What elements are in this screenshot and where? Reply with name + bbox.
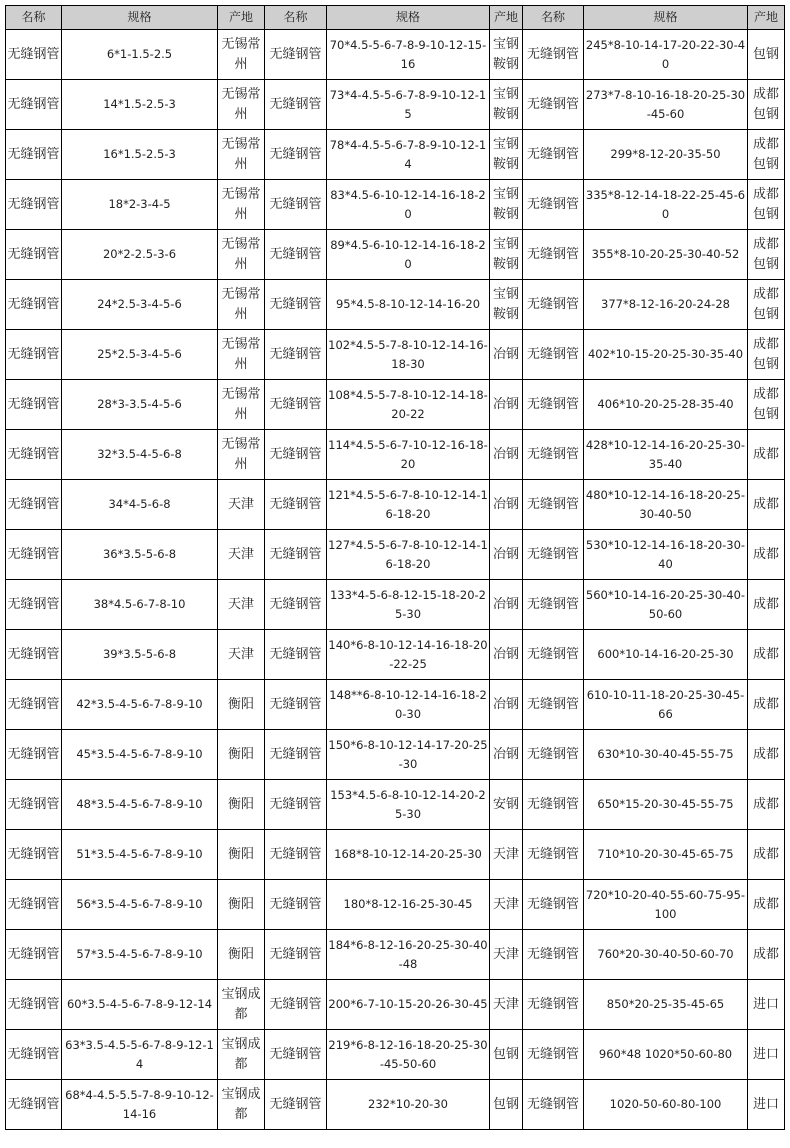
- header-origin: 产地: [218, 6, 265, 30]
- product-name-cell: 无缝钢管: [6, 30, 62, 80]
- spec-cell: 299*8-12-20-35-50: [584, 130, 748, 180]
- origin-cell: 无锡常州: [218, 330, 265, 380]
- origin-cell: 无锡常州: [218, 30, 265, 80]
- product-name-cell: 无缝钢管: [6, 580, 62, 630]
- spec-cell: 121*4.5-5-6-7-8-10-12-14-16-18-20: [327, 480, 490, 530]
- origin-cell: 衡阳: [218, 880, 265, 930]
- table-row: [6, 880, 785, 930]
- product-name-cell: 无缝钢管: [6, 430, 62, 480]
- origin-cell: 成都包钢: [748, 230, 785, 280]
- origin-cell: 成都包钢: [748, 380, 785, 430]
- origin-cell: 衡阳: [218, 680, 265, 730]
- origin-cell: 冶钢: [490, 630, 523, 680]
- origin-cell: 宝钢成都: [218, 1030, 265, 1080]
- product-name-cell: 无缝钢管: [523, 530, 584, 580]
- spec-cell: 34*4-5-6-8: [62, 480, 218, 530]
- product-name-cell: 无缝钢管: [265, 530, 327, 580]
- spec-cell: 245*8-10-14-17-20-22-30-40: [584, 30, 748, 80]
- product-name-cell: 无缝钢管: [6, 280, 62, 330]
- origin-cell: 天津: [218, 630, 265, 680]
- product-name-cell: 无缝钢管: [265, 630, 327, 680]
- product-name-cell: 无缝钢管: [265, 580, 327, 630]
- table-row: [6, 80, 785, 130]
- origin-cell: 冶钢: [490, 330, 523, 380]
- origin-cell: 进口: [748, 1030, 785, 1080]
- product-name-cell: 无缝钢管: [265, 880, 327, 930]
- table-row: [6, 580, 785, 630]
- spec-cell: 48*3.5-4-5-6-7-8-9-10: [62, 780, 218, 830]
- product-name-cell: 无缝钢管: [6, 330, 62, 380]
- table-row: [6, 130, 785, 180]
- product-name-cell: 无缝钢管: [265, 330, 327, 380]
- spec-cell: 335*8-12-14-18-22-25-45-60: [584, 180, 748, 230]
- spec-cell: 39*3.5-5-6-8: [62, 630, 218, 680]
- spec-cell: 720*10-20-40-55-60-75-95-100: [584, 880, 748, 930]
- origin-cell: 冶钢: [490, 730, 523, 780]
- origin-cell: 天津: [218, 530, 265, 580]
- origin-cell: 冶钢: [490, 680, 523, 730]
- table-row: [6, 430, 785, 480]
- spec-cell: 38*4.5-6-7-8-10: [62, 580, 218, 630]
- spec-cell: 108*4.5-5-7-8-10-12-14-18-20-22: [327, 380, 490, 430]
- origin-cell: 进口: [748, 1080, 785, 1130]
- origin-cell: 进口: [748, 980, 785, 1030]
- origin-cell: 衡阳: [218, 730, 265, 780]
- spec-cell: 73*4-4.5-5-6-7-8-9-10-12-15: [327, 80, 490, 130]
- origin-cell: 衡阳: [218, 780, 265, 830]
- product-name-cell: 无缝钢管: [523, 30, 584, 80]
- origin-cell: 宝钢鞍钢: [490, 280, 523, 330]
- origin-cell: 无锡常州: [218, 80, 265, 130]
- header-name: 名称: [265, 6, 327, 30]
- product-name-cell: 无缝钢管: [265, 230, 327, 280]
- table-row: [6, 230, 785, 280]
- spec-cell: 24*2.5-3-4-5-6: [62, 280, 218, 330]
- product-name-cell: 无缝钢管: [6, 880, 62, 930]
- origin-cell: 无锡常州: [218, 280, 265, 330]
- table-row: [6, 480, 785, 530]
- origin-cell: 无锡常州: [218, 180, 265, 230]
- spec-cell: 89*4.5-6-10-12-14-16-18-20: [327, 230, 490, 280]
- product-name-cell: 无缝钢管: [6, 80, 62, 130]
- spec-cell: 960*48 1020*50-60-80: [584, 1030, 748, 1080]
- origin-cell: 成都: [748, 730, 785, 780]
- origin-cell: 成都包钢: [748, 80, 785, 130]
- spec-cell: 6*1-1.5-2.5: [62, 30, 218, 80]
- spec-cell: 630*10-30-40-45-55-75: [584, 730, 748, 780]
- origin-cell: 成都: [748, 780, 785, 830]
- origin-cell: 包钢: [490, 1030, 523, 1080]
- spec-cell: 133*4-5-6-8-12-15-18-20-25-30: [327, 580, 490, 630]
- spec-cell: 60*3.5-4-5-6-7-8-9-12-14: [62, 980, 218, 1030]
- spec-cell: 377*8-12-16-20-24-28: [584, 280, 748, 330]
- spec-cell: 530*10-12-14-16-18-20-30-40: [584, 530, 748, 580]
- origin-cell: 天津: [218, 580, 265, 630]
- spec-cell: 428*10-12-14-16-20-25-30-35-40: [584, 430, 748, 480]
- table-row: [6, 830, 785, 880]
- table-row: [6, 930, 785, 980]
- table-row: [6, 680, 785, 730]
- origin-cell: 成都: [748, 680, 785, 730]
- origin-cell: 冶钢: [490, 530, 523, 580]
- product-name-cell: 无缝钢管: [6, 530, 62, 580]
- spec-cell: 68*4-4.5-5.5-7-8-9-10-12-14-16: [62, 1080, 218, 1130]
- spec-cell: 18*2-3-4-5: [62, 180, 218, 230]
- origin-cell: 无锡常州: [218, 430, 265, 480]
- product-name-cell: 无缝钢管: [265, 780, 327, 830]
- header-spec: 规格: [584, 6, 748, 30]
- product-name-cell: 无缝钢管: [6, 730, 62, 780]
- header-name: 名称: [523, 6, 584, 30]
- spec-cell: 57*3.5-4-5-6-7-8-9-10: [62, 930, 218, 980]
- product-name-cell: 无缝钢管: [6, 380, 62, 430]
- origin-cell: 包钢: [748, 30, 785, 80]
- spec-cell: 56*3.5-4-5-6-7-8-9-10: [62, 880, 218, 930]
- origin-cell: 宝钢鞍钢: [490, 30, 523, 80]
- origin-cell: 成都包钢: [748, 330, 785, 380]
- spec-cell: 150*6-8-10-12-14-17-20-25-30: [327, 730, 490, 780]
- header-row: [6, 6, 785, 30]
- product-name-cell: 无缝钢管: [6, 180, 62, 230]
- origin-cell: 宝钢鞍钢: [490, 130, 523, 180]
- origin-cell: 宝钢鞍钢: [490, 80, 523, 130]
- origin-cell: 宝钢成都: [218, 1080, 265, 1130]
- product-name-cell: 无缝钢管: [523, 580, 584, 630]
- origin-cell: 成都: [748, 630, 785, 680]
- product-name-cell: 无缝钢管: [6, 780, 62, 830]
- table-row: [6, 980, 785, 1030]
- origin-cell: 天津: [490, 930, 523, 980]
- origin-cell: 成都: [748, 830, 785, 880]
- origin-cell: 无锡常州: [218, 230, 265, 280]
- origin-cell: 衡阳: [218, 930, 265, 980]
- origin-cell: 天津: [218, 480, 265, 530]
- spec-cell: 650*15-20-30-45-55-75: [584, 780, 748, 830]
- spec-cell: 560*10-14-16-20-25-30-40-50-60: [584, 580, 748, 630]
- origin-cell: 冶钢: [490, 580, 523, 630]
- table-row: [6, 280, 785, 330]
- origin-cell: 宝钢鞍钢: [490, 230, 523, 280]
- product-name-cell: 无缝钢管: [265, 430, 327, 480]
- spec-cell: 402*10-15-20-25-30-35-40: [584, 330, 748, 380]
- product-name-cell: 无缝钢管: [265, 930, 327, 980]
- product-name-cell: 无缝钢管: [6, 1030, 62, 1080]
- spec-cell: 232*10-20-30: [327, 1080, 490, 1130]
- product-name-cell: 无缝钢管: [6, 830, 62, 880]
- origin-cell: 冶钢: [490, 380, 523, 430]
- spec-cell: 148**6-8-10-12-14-16-18-20-30: [327, 680, 490, 730]
- spec-cell: 45*3.5-4-5-6-7-8-9-10: [62, 730, 218, 780]
- table-row: [6, 380, 785, 430]
- product-name-cell: 无缝钢管: [523, 830, 584, 880]
- product-name-cell: 无缝钢管: [523, 980, 584, 1030]
- header-spec: 规格: [327, 6, 490, 30]
- origin-cell: 成都包钢: [748, 130, 785, 180]
- origin-cell: 成都: [748, 580, 785, 630]
- table-row: [6, 330, 785, 380]
- origin-cell: 天津: [490, 830, 523, 880]
- origin-cell: 冶钢: [490, 430, 523, 480]
- spec-cell: 406*10-20-25-28-35-40: [584, 380, 748, 430]
- product-name-cell: 无缝钢管: [265, 30, 327, 80]
- spec-cell: 102*4.5-5-7-8-10-12-14-16-18-30: [327, 330, 490, 380]
- product-name-cell: 无缝钢管: [265, 280, 327, 330]
- origin-cell: 冶钢: [490, 480, 523, 530]
- product-name-cell: 无缝钢管: [523, 180, 584, 230]
- spec-cell: 25*2.5-3-4-5-6: [62, 330, 218, 380]
- spec-cell: 16*1.5-2.5-3: [62, 130, 218, 180]
- product-name-cell: 无缝钢管: [265, 380, 327, 430]
- product-name-cell: 无缝钢管: [523, 130, 584, 180]
- spec-cell: 114*4.5-5-6-7-10-12-16-18-20: [327, 430, 490, 480]
- spec-cell: 168*8-10-12-14-20-25-30: [327, 830, 490, 880]
- spec-cell: 127*4.5-5-6-7-8-10-12-14-16-18-20: [327, 530, 490, 580]
- product-name-cell: 无缝钢管: [6, 230, 62, 280]
- spec-cell: 273*7-8-10-16-18-20-25-30-45-60: [584, 80, 748, 130]
- header-name: 名称: [6, 6, 62, 30]
- product-name-cell: 无缝钢管: [523, 280, 584, 330]
- spec-cell: 850*20-25-35-45-65: [584, 980, 748, 1030]
- product-name-cell: 无缝钢管: [523, 880, 584, 930]
- spec-cell: 760*20-30-40-50-60-70: [584, 930, 748, 980]
- origin-cell: 无锡常州: [218, 130, 265, 180]
- product-name-cell: 无缝钢管: [6, 930, 62, 980]
- product-name-cell: 无缝钢管: [265, 680, 327, 730]
- product-name-cell: 无缝钢管: [523, 930, 584, 980]
- product-name-cell: 无缝钢管: [6, 630, 62, 680]
- product-name-cell: 无缝钢管: [523, 780, 584, 830]
- origin-cell: 成都: [748, 480, 785, 530]
- product-name-cell: 无缝钢管: [265, 1080, 327, 1130]
- spec-cell: 63*3.5-4.5-5-6-7-8-9-12-14: [62, 1030, 218, 1080]
- spec-cell: 36*3.5-5-6-8: [62, 530, 218, 580]
- table-row: [6, 780, 785, 830]
- origin-cell: 安钢: [490, 780, 523, 830]
- product-name-cell: 无缝钢管: [6, 680, 62, 730]
- spec-cell: 219*6-8-12-16-18-20-25-30-45-50-60: [327, 1030, 490, 1080]
- product-name-cell: 无缝钢管: [6, 980, 62, 1030]
- table-row: [6, 1030, 785, 1080]
- origin-cell: 宝钢鞍钢: [490, 180, 523, 230]
- product-name-cell: 无缝钢管: [523, 1080, 584, 1130]
- spec-cell: 153*4.5-6-8-10-12-14-20-25-30: [327, 780, 490, 830]
- origin-cell: 成都包钢: [748, 180, 785, 230]
- spec-cell: 600*10-14-16-20-25-30: [584, 630, 748, 680]
- product-name-cell: 无缝钢管: [265, 730, 327, 780]
- product-name-cell: 无缝钢管: [523, 1030, 584, 1080]
- spec-cell: 184*6-8-12-16-20-25-30-40-48: [327, 930, 490, 980]
- header-spec: 规格: [62, 6, 218, 30]
- origin-cell: 成都: [748, 930, 785, 980]
- product-name-cell: 无缝钢管: [265, 1030, 327, 1080]
- table-row: [6, 730, 785, 780]
- product-name-cell: 无缝钢管: [265, 80, 327, 130]
- product-name-cell: 无缝钢管: [523, 680, 584, 730]
- origin-cell: 衡阳: [218, 830, 265, 880]
- table-row: [6, 630, 785, 680]
- spec-cell: 20*2-2.5-3-6: [62, 230, 218, 280]
- spec-cell: 70*4.5-5-6-7-8-9-10-12-15-16: [327, 30, 490, 80]
- product-name-cell: 无缝钢管: [6, 130, 62, 180]
- spec-cell: 180*8-12-16-25-30-45: [327, 880, 490, 930]
- origin-cell: 成都包钢: [748, 280, 785, 330]
- product-name-cell: 无缝钢管: [523, 230, 584, 280]
- product-name-cell: 无缝钢管: [523, 430, 584, 480]
- product-name-cell: 无缝钢管: [6, 1080, 62, 1130]
- product-name-cell: 无缝钢管: [265, 480, 327, 530]
- spec-cell: 200*6-7-10-15-20-26-30-45: [327, 980, 490, 1030]
- steel-pipe-spec-table: [5, 5, 785, 1130]
- product-name-cell: 无缝钢管: [523, 330, 584, 380]
- spec-cell: 710*10-20-30-45-65-75: [584, 830, 748, 880]
- table-row: [6, 180, 785, 230]
- product-name-cell: 无缝钢管: [265, 180, 327, 230]
- table-row: [6, 30, 785, 80]
- spec-cell: 140*6-8-10-12-14-16-18-20-22-25: [327, 630, 490, 680]
- product-name-cell: 无缝钢管: [523, 730, 584, 780]
- spec-cell: 610-10-11-18-20-25-30-45-66: [584, 680, 748, 730]
- spec-cell: 355*8-10-20-25-30-40-52: [584, 230, 748, 280]
- origin-cell: 成都: [748, 530, 785, 580]
- spec-cell: 32*3.5-4-5-6-8: [62, 430, 218, 480]
- spec-cell: 1020-50-60-80-100: [584, 1080, 748, 1130]
- spec-cell: 14*1.5-2.5-3: [62, 80, 218, 130]
- spec-cell: 28*3-3.5-4-5-6: [62, 380, 218, 430]
- product-name-cell: 无缝钢管: [265, 130, 327, 180]
- spec-cell: 78*4-4.5-5-6-7-8-9-10-12-14: [327, 130, 490, 180]
- origin-cell: 包钢: [490, 1080, 523, 1130]
- header-origin: 产地: [490, 6, 523, 30]
- spec-cell: 51*3.5-4-5-6-7-8-9-10: [62, 830, 218, 880]
- product-name-cell: 无缝钢管: [265, 830, 327, 880]
- origin-cell: 无锡常州: [218, 380, 265, 430]
- product-name-cell: 无缝钢管: [6, 480, 62, 530]
- origin-cell: 成都: [748, 880, 785, 930]
- header-origin: 产地: [748, 6, 785, 30]
- product-name-cell: 无缝钢管: [265, 980, 327, 1030]
- origin-cell: 成都: [748, 430, 785, 480]
- table-row: [6, 530, 785, 580]
- spec-cell: 95*4.5-8-10-12-14-16-20: [327, 280, 490, 330]
- spec-cell: 480*10-12-14-16-18-20-25-30-40-50: [584, 480, 748, 530]
- spec-cell: 83*4.5-6-10-12-14-16-18-20: [327, 180, 490, 230]
- table-row: [6, 1080, 785, 1130]
- origin-cell: 宝钢成都: [218, 980, 265, 1030]
- spec-cell: 42*3.5-4-5-6-7-8-9-10: [62, 680, 218, 730]
- product-name-cell: 无缝钢管: [523, 80, 584, 130]
- product-name-cell: 无缝钢管: [523, 380, 584, 430]
- product-name-cell: 无缝钢管: [523, 630, 584, 680]
- origin-cell: 天津: [490, 880, 523, 930]
- product-name-cell: 无缝钢管: [523, 480, 584, 530]
- origin-cell: 天津: [490, 980, 523, 1030]
